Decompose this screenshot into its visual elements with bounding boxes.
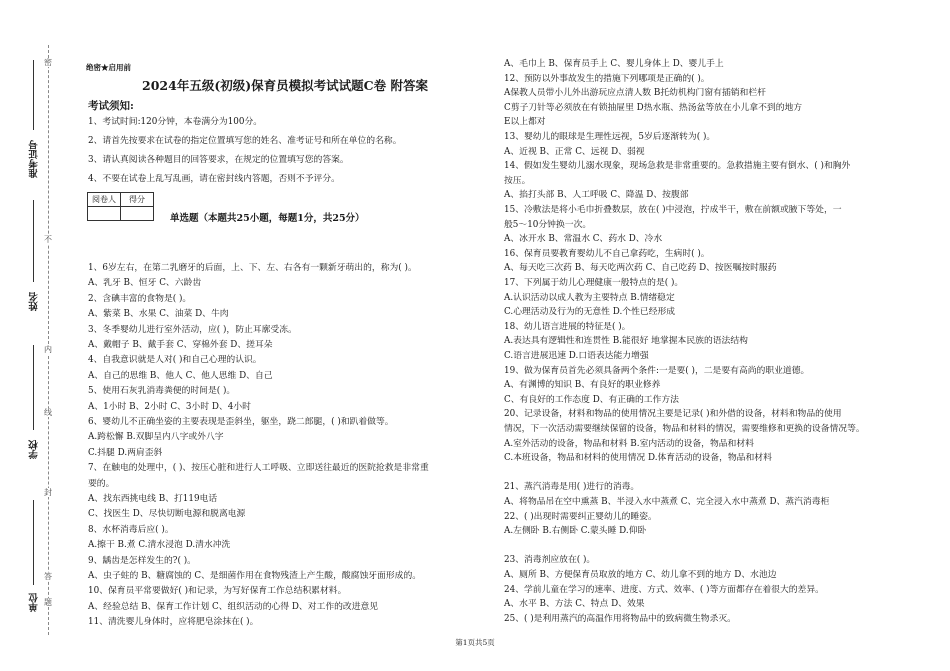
question-line: 17、下列属于幼儿心理健康一般特点的是( )。 <box>504 278 684 288</box>
question-line: C.抖腿 D.两肩歪斜 <box>88 447 163 458</box>
question-line: A.跨松懈 B.双脚呈内八字或外八字 <box>88 432 224 443</box>
question-line: 情况，下一次活动需要继续保留的设备，物品和材料的情况，需要维修和更换的设备情况等。 <box>504 424 865 434</box>
question-line: A、毛巾上 B、保育员手上 C、婴儿身体上 D、婴儿手上 <box>504 59 724 69</box>
question-line: 7、在触电的处理中，( )、按压心脏和进行人工呼吸、立即送往最近的医院抢救是非常重 <box>88 463 429 474</box>
question-line: 11、清洗婴儿身体时，应将肥皂涂抹在( )。 <box>88 617 259 628</box>
question-line: 13、婴幼儿的眼球是生理性远视，5岁后逐渐转为( )。 <box>504 132 716 142</box>
question-line: A、将物品吊在空中熏蒸 B、半浸入水中蒸煮 C、完全浸入水中蒸煮 D、蒸汽消毒柜 <box>504 497 830 507</box>
school-label: 学校 <box>29 440 40 459</box>
question-line: 要的。 <box>88 478 115 489</box>
question-line: A、乳牙 B、恒牙 C、六龄齿 <box>88 278 202 289</box>
question-line: 般5～10分钟换一次。 <box>504 219 592 230</box>
score-blank <box>121 207 154 221</box>
question-line: A、冰开水 B、常温水 C、药水 D、冷水 <box>504 234 663 245</box>
question-line: A、找东西挑电线 B、打119电话 <box>88 494 218 504</box>
notice-item: 1、考试时间:120分钟，本卷满分为100分。 <box>88 117 263 127</box>
question-line: A、每天吃三次药 B、每天吃两次药 C、自己吃药 D、按医嘱按时服药 <box>504 263 777 274</box>
notice-item: 4、不要在试卷上乱写乱画，请在密封线内答题，否则不予评分。 <box>88 174 340 184</box>
section-heading: 单选题（本题共25小题，每题1分，共25分） <box>170 213 365 224</box>
question-line: C、找医生 D、尽快切断电源和脱离电源 <box>88 509 246 520</box>
grader-blank <box>88 207 121 221</box>
notice-item: 2、请首先按要求在试卷的指定位置填写您的姓名、准考证号和所在单位的名称。 <box>88 136 402 146</box>
name-label: 姓名 <box>29 292 40 311</box>
secret-label: 绝密★启用前 <box>86 63 131 72</box>
page-title: 2024年五级(初级)保育员模拟考试试题C卷 附答案 <box>142 78 428 93</box>
question-line: A、紫菜 B、水果 C、油菜 D、牛肉 <box>88 309 229 320</box>
grader-cell: 阅卷人 <box>88 193 121 207</box>
question-line: A、有渊博的知识 B、有良好的职业修养 <box>504 380 661 391</box>
question-line: A保教人员带小儿外出游玩应点清人数 B托幼机构门窗有插销和栏杆 <box>504 88 766 99</box>
question-line: A、戴帽子 B、戴手套 C、穿棉外套 D、搓耳朵 <box>88 340 273 350</box>
question-line: 4、自我意识就是人对( )和自己心理的认识。 <box>88 355 262 366</box>
question-line: 6、婴幼儿不正确坐姿的主要表现是歪斜坐，躯坐，跷二郎腿，( )和趴着做等。 <box>88 417 394 427</box>
question-line: 1、6岁左右，在第二乳磨牙的后面，上、下、左、右各有一颗新牙萌出的，称为( )。 <box>88 263 417 273</box>
exam-no-label: 准考证号 <box>29 140 40 178</box>
question-line: A、自己的思维 B、他人 C、他人思维 D、自己 <box>88 370 273 381</box>
question-line: C剪子刀针等必须放在有锁抽屉里 D热水瓶、热汤盆等放在小儿拿不到的地方 <box>504 102 803 113</box>
question-line: 25、( )是利用蒸汽的高温作用将物品中的致病微生物杀灭。 <box>504 613 736 624</box>
question-line: C、有良好的工作态度 D、有正确的工作方法 <box>504 394 679 405</box>
question-line: A、厕所 B、方便保育员取放的地方 C、幼儿拿不到的地方 D、水池边 <box>504 570 777 580</box>
notice-item: 3、请认真阅读各种题目的回答要求，在规定的位置填写您的答案。 <box>88 155 349 165</box>
question-line: 8、水杯消毒后应( )。 <box>88 524 174 535</box>
question-line: A.擦干 B.煮 C.清水浸泡 D.清水冲洗 <box>88 540 231 551</box>
question-line: 10、保育员平常要做好( )和记录，为写好保育工作总结积累材料。 <box>88 586 347 597</box>
question-line: C.心理活动及行为的无意性 D.个性已经形成 <box>504 307 676 318</box>
question-line: 16、保育员要教育婴幼儿不自己拿药吃，生病时( )。 <box>504 248 710 259</box>
question-line: 5、使用石灰乳消毒粪便的时间是( )。 <box>88 386 236 397</box>
question-line: 18、幼儿语言进展的特征是( )。 <box>504 321 631 332</box>
score-box <box>87 192 154 221</box>
question-line: 按压。 <box>504 175 531 186</box>
question-line: A、1小时 B、2小时 C、3小时 D、4小时 <box>88 401 251 412</box>
question-line: A、经验总结 B、保育工作计划 C、组织活动的心得 D、对工作的改进意见 <box>88 601 379 612</box>
question-line: A.认识活动以成人教为主要特点 B.情绪稳定 <box>504 292 675 303</box>
question-line: A.表达具有逻辑性和连贯性 B.能很好 地掌握本民族的语法结构 <box>504 336 748 347</box>
unit-label: 单位 <box>29 593 40 612</box>
question-line: A、虫子蛀的 B、糖腐蚀的 C、是细菌作用在食物残渣上产生酸，酸腐蚀牙面形成的。 <box>88 571 422 581</box>
score-cell: 得分 <box>121 193 154 207</box>
question-line: 23、消毒剂应放在( )。 <box>504 555 596 566</box>
seal-mark: 题 <box>44 598 52 607</box>
question-line: 2、含碘丰富的食物是( )。 <box>88 293 192 304</box>
seal-mark: 封 <box>44 488 52 497</box>
question-line: 9、龋齿是怎样发生的?( )。 <box>88 555 196 566</box>
question-line: C.语言进展迅速 D.口语表达能力增强 <box>504 351 649 361</box>
question-line: A.左侧卧 B.右侧卧 C.蒙头睡 D.仰卧 <box>504 526 647 537</box>
question-line: 20、记录设备，材料和物品的使用情况主要是记录( )和外借的设备，材料和物品的使用 <box>504 409 842 420</box>
question-line: A.室外活动的设备，物品和材料 B.室内活动的设备，物品和材料 <box>504 438 754 449</box>
question-line: A、水平 B、方法 C、特点 D、效果 <box>504 599 645 610</box>
question-line: 15、冷敷法是将小毛巾折叠数层，放在( )中浸泡，拧成半干，敷在前额或腋下等处，一 <box>504 205 842 215</box>
question-line: 22、( )出现时需要纠正婴幼儿的睡姿。 <box>504 511 657 522</box>
question-line: 14、假如发生婴幼儿溺水现象，现场急救是非常重要的。急救措施主要有倒水、( )和胸外 <box>504 161 851 172</box>
seal-mark: 密 <box>44 58 52 67</box>
page-footer: 第1页共5页 <box>455 638 495 647</box>
question-line: E以上都对 <box>504 117 546 128</box>
question-line: A、掐打头部 B、人工呼吸 C、降温 D、按腹部 <box>504 190 689 201</box>
question-line: A、近视 B、正常 C、远视 D、弱视 <box>504 146 645 157</box>
seal-mark: 不 <box>44 235 52 244</box>
question-line: 24、学前儿童在学习的速率、进度、方式、效率、( )等方面都存在着很大的差异。 <box>504 584 824 595</box>
question-line: 12、预防以外事故发生的措施下列哪项是正确的( )。 <box>504 73 710 84</box>
seal-mark: 内 <box>44 345 52 354</box>
question-line: 19、做为保育员首先必须具备两个条件:一是要( )，二是要有高尚的职业道德。 <box>504 365 810 376</box>
question-line: C.本班设备，物品和材料的使用情况 D.体育活动的设备，物品和材料 <box>504 453 772 464</box>
seal-mark: 答 <box>44 572 52 581</box>
question-line: 3、冬季婴幼儿进行室外活动，应( )，防止耳廓受冻。 <box>88 324 297 335</box>
question-line: 21、蒸汽消毒是用( )进行的消毒。 <box>504 482 640 493</box>
seal-mark: 线 <box>44 408 52 417</box>
notice-heading: 考试须知: <box>88 100 134 112</box>
